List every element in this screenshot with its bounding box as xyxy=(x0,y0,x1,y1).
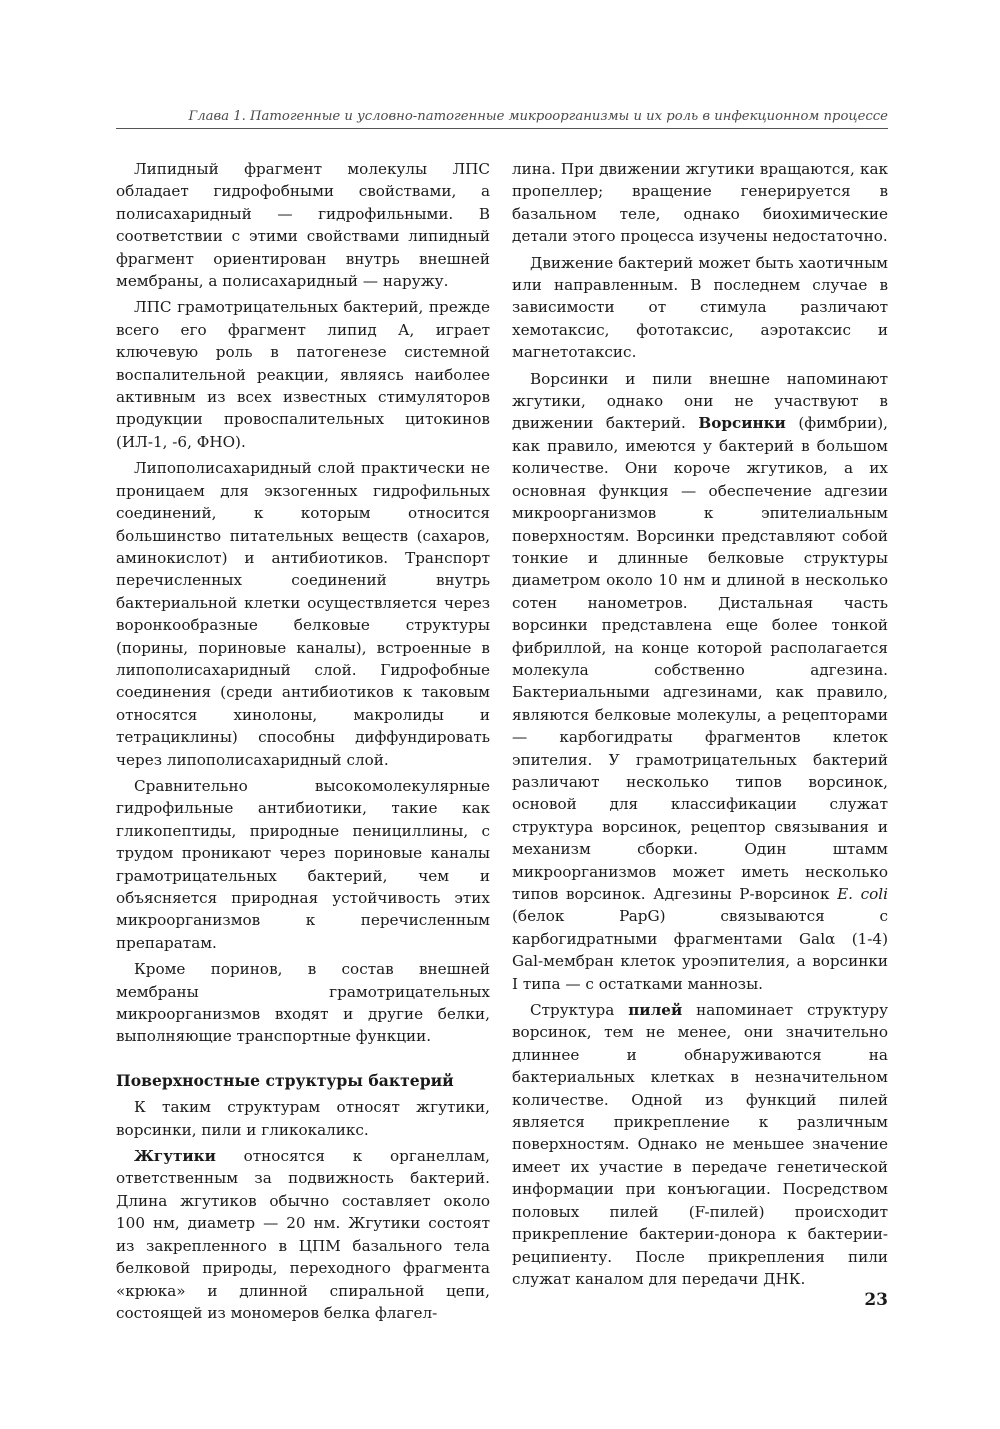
term-pili: пилей xyxy=(628,1001,683,1020)
section-heading: Поверхностные структуры бактерий xyxy=(116,1070,454,1090)
paragraph: Движение бактерий может быть хаотичным или направленным. В последнем случае в зависимости от стимула различают хемотаксис, фототаксис, аэротаксис и магнетотаксис. xyxy=(512,253,888,362)
running-head: Глава 1. Патогенные и условно-патогенные микроорганизмы и их роль в инфекционном процессе xyxy=(188,109,888,124)
left-column xyxy=(116,158,490,1328)
paragraph: ЛПС грамотрицательных бактерий, прежде всего его фрагмент липид А, играет ключевую роль в патогенезе системной воспалительной реакции, являясь наиболее активным из всех известных стимуляторов продукции провоспалительных цитокинов (ИЛ-1, -6, ФНО). xyxy=(116,298,490,451)
paragraph-text: Ворсинки и пили внешне напоминают жгутики, однако они не участвуют в движении бактерий. xyxy=(512,369,888,433)
paragraph-text: (белок PapG) связываются с карбогидратными фрагментами Galα (1-4) Gal-мембран клеток уроэпителия, а ворсинки I типа — с остатками маннозы. xyxy=(512,907,888,993)
term-flagella: Жгутики xyxy=(134,1147,216,1166)
species-name: E. coli xyxy=(837,885,888,903)
paragraph: Липополисахаридный слой практически не проницаем для экзогенных гидрофильных соединений, к которым относится большинство питательных веществ (сахаров, аминокислот) и антибиотиков. Транспорт перечисленных соединений внутрь бактериальной клетки осуществляется через воронкообразные белковые структуры (порины, пориновые каналы), встроенные в липополисахаридный слой. Гидрофобные соединения (среди антибиотиков к таковым относятся хинолоны, макролиды и тетрациклины) способны диффундировать через липополисахаридный слой. xyxy=(116,459,490,769)
paragraph: лина. При движении жгутики вращаются, как пропеллер; вращение генерируется в базальном теле, однако биохимические детали этого процесса изучены недостаточно. xyxy=(512,160,888,246)
paragraph: Липидный фрагмент молекулы ЛПС обладает гидрофобными свойствами, а полисахаридный — гидрофильными. В соответствии с этими свойствами липидный фрагмент ориентирован внутрь внешней мембраны, а полисахаридный — наружу. xyxy=(116,160,490,291)
term-fimbriae: Ворсинки xyxy=(698,414,786,433)
paragraph-text: (фимбрии), как правило, имеются у бактерий в большом количестве. Они короче жгутиков, а их основная функция — обеспечение адгезии микроорганизмов к эпителиальным поверхностям. Ворсинки представляют собой тонкие и длинные белковые структуры диаметром около 10 нм и длиной в несколько сотен нанометров. Дистальная часть ворсинки представлена еще более тонкой фибриллой, на конце которой располагается молекула собственно адгезина. Бактериальными адгезинами, как правило, являются белковые молекулы, а рецепторами — карбогидраты фрагментов клеток эпителия. У грамотрицательных бактерий различают несколько типов ворсинок, основой для классификации служат структура ворсинок, рецептор связывания и механизм сборки. Один штамм микроорганизмов может иметь несколько типов ворсинок. Адгезины Р-ворсинок xyxy=(512,414,888,903)
paragraph xyxy=(116,1145,490,1324)
paragraph xyxy=(512,368,888,995)
paragraph-text: напоминает структуру ворсинок, тем не менее, они значительно длиннее и обнаруживаются на бактериальных клетках в незначительном количестве. Одной из функций пилей является прикрепление к различным поверхностям. Однако не меньшее значение имеет их участие в передаче генетической информации при конъюгации. Посредством половых пилей (F-пилей) происходит прикрепление бактерии-донора к бактерии-реципиенту. После прикрепления пили служат каналом для передачи ДНК. xyxy=(512,1001,888,1288)
header-rule xyxy=(116,128,888,129)
paragraph-text: Структура xyxy=(530,1001,629,1020)
paragraph: Кроме поринов, в состав внешней мембраны грамотрицательных микроорганизмов входят и другие белки, выполняющие транспортные функции. xyxy=(116,960,490,1046)
paragraph: Сравнительно высокомолекулярные гидрофильные антибиотики, такие как гликопептиды, природные пенициллины, с трудом проникают через пориновые каналы грамотрицательных бактерий, чем и объясняется природная устойчивость этих микроорганизмов к перечисленным препаратам. xyxy=(116,776,490,952)
page-number: 23 xyxy=(864,1290,888,1310)
right-column xyxy=(512,158,888,1294)
paragraph: К таким структурам относят жгутики, ворсинки, пили и гликокаликс. xyxy=(116,1098,490,1139)
paragraph-text: относятся к органеллам, ответственным за подвижность бактерий. Длина жгутиков обычно составляет около 100 нм, диаметр — 20 нм. Жгутики состоят из закрепленного в ЦПМ базального тела белковой природы, переходного фрагмента «крюка» и длинной спиральной цепи, состоящей из мономеров белка флагел- xyxy=(116,1147,490,1322)
paragraph xyxy=(512,999,888,1290)
